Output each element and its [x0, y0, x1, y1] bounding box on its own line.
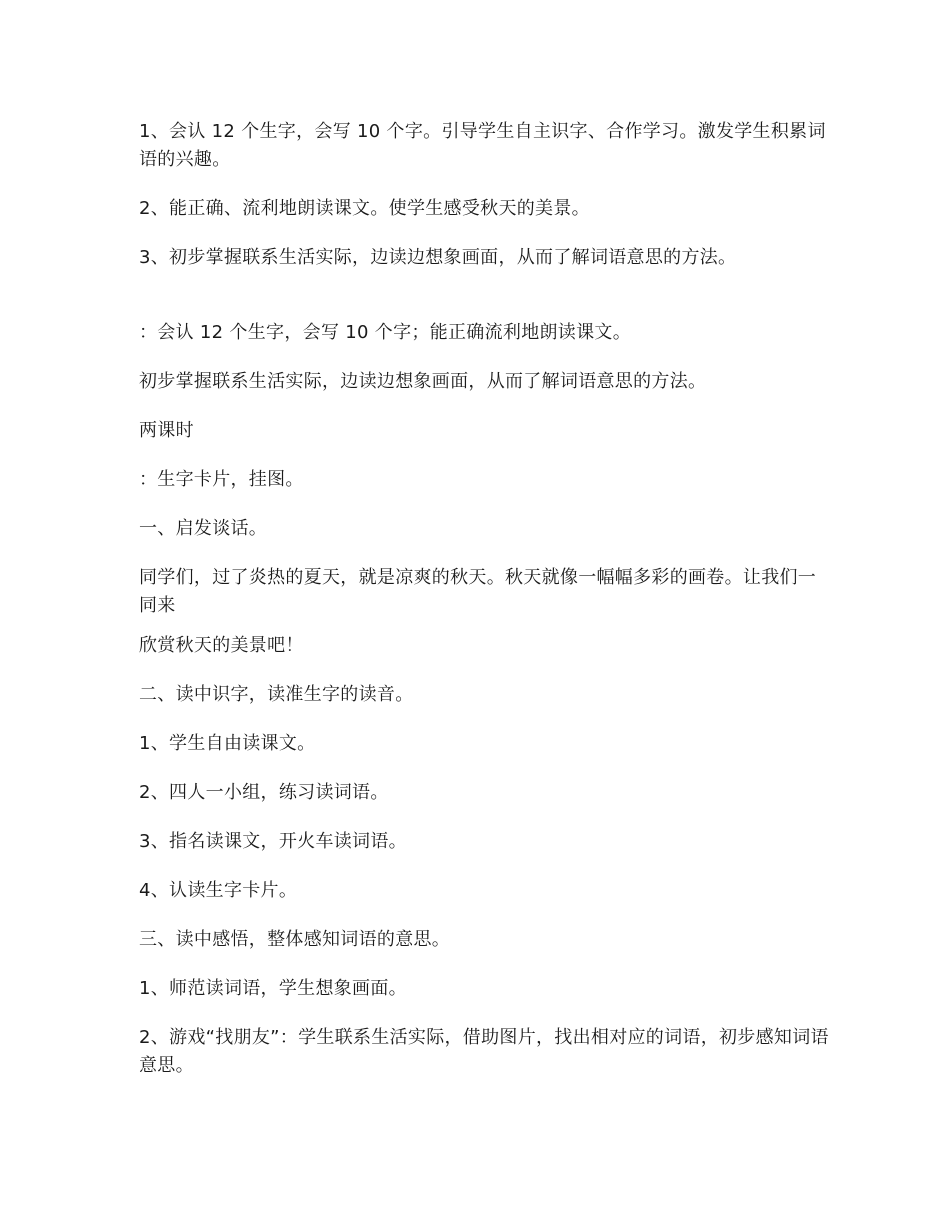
- intro-text-continued: 欣赏秋天的美景吧！: [139, 635, 304, 656]
- objective-3: 3、初步掌握联系生活实际，边读边想象画面，从而了解词语意思的方法。: [139, 247, 737, 268]
- section-heading-1: 一、启发谈话。: [139, 518, 268, 539]
- step-2-3: 3、指名读课文，开火车读词语。: [139, 831, 407, 852]
- section-heading-2: 二、读中识字，读准生字的读音。: [139, 684, 414, 705]
- intro-text: 同学们，过了炎热的夏天，就是凉爽的秋天。秋天就像一幅幅多彩的画卷。让我们一同来: [139, 567, 817, 616]
- step-3-1: 1、师范读词语，学生想象画面。: [139, 978, 407, 999]
- class-hours: 两课时: [139, 420, 194, 441]
- key-points: ：会认 12 个生字，会写 10 个字；能正确流利地朗读课文。: [139, 322, 631, 343]
- step-3-2: 2、游戏“找朋友”：学生联系生活实际，借助图片，找出相对应的词语，初步感知词语意思。: [139, 1027, 829, 1076]
- objective-2: 2、能正确、流利地朗读课文。使学生感受秋天的美景。: [139, 198, 590, 219]
- document-body: [139, 118, 829, 1101]
- objective-1: 1、会认 12 个生字，会写 10 个字。引导学生自主识字、合作学习。激发学生积累词语的兴趣。: [139, 121, 826, 170]
- section-heading-3: 三、读中感悟，整体感知词语的意思。: [139, 929, 451, 950]
- teaching-aids: ：生字卡片，挂图。: [139, 469, 304, 490]
- step-2-2: 2、四人一小组，练习读词语。: [139, 782, 389, 803]
- difficult-points: 初步掌握联系生活实际，边读边想象画面，从而了解词语意思的方法。: [139, 371, 707, 392]
- step-2-1: 1、学生自由读课文。: [139, 733, 316, 754]
- step-2-4: 4、认读生字卡片。: [139, 880, 298, 901]
